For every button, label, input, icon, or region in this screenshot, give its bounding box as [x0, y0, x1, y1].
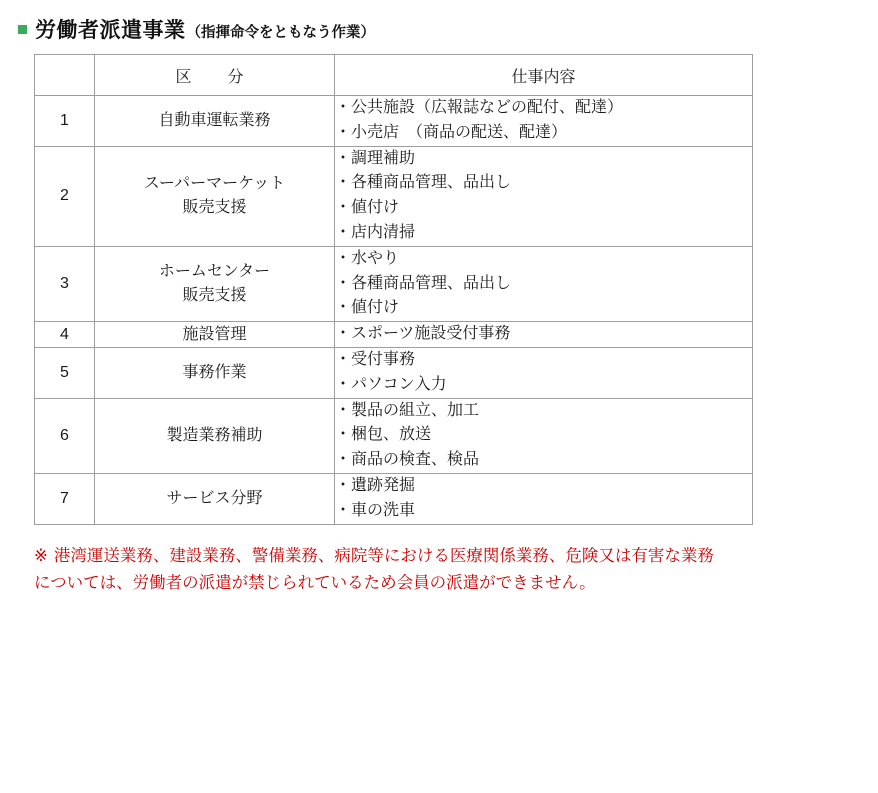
row-number: 3 — [35, 246, 95, 321]
row-number: 4 — [35, 322, 95, 348]
column-header-description: 仕事内容 — [335, 55, 753, 96]
description-line: ・店内清掃 — [335, 223, 416, 241]
row-number: 2 — [35, 146, 95, 246]
row-description — [335, 246, 753, 321]
description-line: ・受付事務 — [335, 350, 416, 368]
row-description — [335, 473, 753, 524]
row-number: 6 — [35, 398, 95, 473]
table-row — [35, 473, 753, 524]
row-number: 7 — [35, 473, 95, 524]
footnote-text-1: 港湾運送業務、建設業務、警備業務、病院等における医療関係業務、危険又は有害な業務 — [53, 546, 714, 565]
table-row — [35, 246, 753, 321]
description-line: ・車の洗車 — [335, 501, 416, 519]
row-category — [95, 246, 335, 321]
table-row — [35, 398, 753, 473]
category-line: 製造業務補助 — [166, 426, 263, 444]
description-line: ・各種商品管理、品出し — [335, 274, 512, 292]
description-line: ・値付け — [335, 299, 400, 317]
row-description — [335, 398, 753, 473]
row-category — [95, 96, 335, 147]
category-line: 自動車運転業務 — [158, 111, 271, 129]
bullet-square-icon — [18, 25, 27, 34]
description-line: ・調理補助 — [335, 149, 416, 167]
column-header-no — [35, 55, 95, 96]
dispatch-jobs-table — [34, 54, 753, 525]
footnote — [34, 543, 844, 597]
table-body — [35, 96, 753, 525]
table-row — [35, 322, 753, 348]
row-number: 5 — [35, 347, 95, 398]
table-header-row — [35, 55, 753, 96]
row-description — [335, 96, 753, 147]
column-header-category: 区 分 — [95, 55, 335, 96]
table-header — [35, 55, 753, 96]
category-line: 事務作業 — [182, 363, 247, 381]
description-line: ・値付け — [335, 199, 400, 217]
description-line: ・水やり — [335, 249, 400, 267]
heading-subtitle: （指揮命令をともなう作業） — [186, 25, 375, 41]
row-category — [95, 347, 335, 398]
category-line: 販売支援 — [182, 199, 247, 217]
description-line: ・各種商品管理、品出し — [335, 174, 512, 192]
table-row — [35, 146, 753, 246]
row-number: 1 — [35, 96, 95, 147]
category-line: サービス分野 — [166, 489, 263, 507]
description-line: ・小売店 （商品の配送、配達） — [335, 123, 568, 141]
asterisk-mark-icon: ※ — [34, 546, 48, 565]
heading-main-title: 労働者派遣事業 — [35, 19, 186, 42]
row-category — [95, 322, 335, 348]
description-line: ・スポーツ施設受付事務 — [335, 325, 511, 343]
row-category — [95, 473, 335, 524]
row-category — [95, 146, 335, 246]
category-line: スーパーマーケット — [143, 175, 286, 193]
description-line: ・パソコン入力 — [335, 375, 447, 393]
footnote-line-2: については、労働者の派遣が禁じられているため会員の派遣ができません。 — [34, 573, 596, 592]
footnote-line-1 — [34, 543, 844, 570]
description-line: ・公共施設（広報誌などの配付、配達） — [335, 99, 624, 116]
description-line: ・遺跡発掘 — [335, 476, 416, 494]
category-line: ホームセンター — [158, 262, 271, 280]
description-line: ・製品の組立、加工 — [335, 401, 480, 419]
row-category — [95, 398, 335, 473]
table-row — [35, 347, 753, 398]
row-description — [335, 347, 753, 398]
description-line: ・梱包、放送 — [335, 426, 432, 444]
row-description — [335, 146, 753, 246]
table-row — [35, 96, 753, 147]
category-line: 販売支援 — [182, 286, 247, 304]
description-line: ・商品の検査、検品 — [335, 451, 480, 469]
category-line: 施設管理 — [182, 325, 247, 343]
section-heading — [18, 14, 860, 44]
row-description — [335, 322, 753, 348]
